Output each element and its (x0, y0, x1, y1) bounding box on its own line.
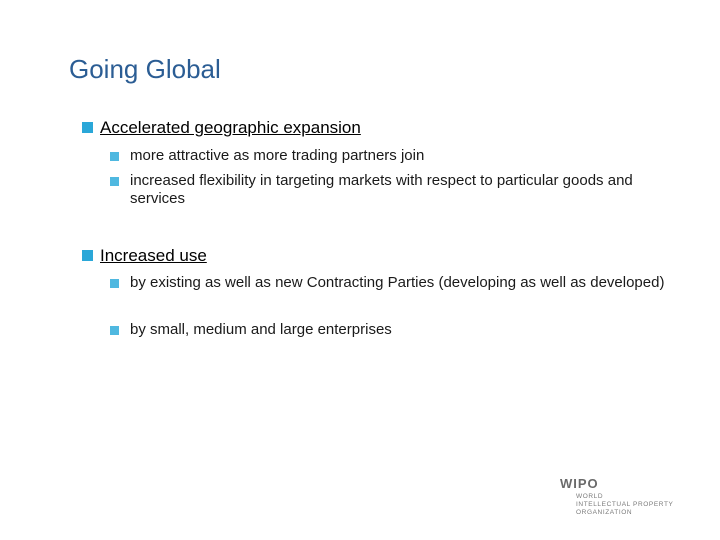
square-bullet-icon (110, 279, 119, 288)
square-bullet-icon (110, 152, 119, 161)
list-item: more attractive as more trading partners join (130, 147, 425, 164)
square-bullet-icon (110, 177, 119, 186)
section-heading: Accelerated geographic expansion (100, 118, 361, 137)
square-bullet-icon (82, 122, 93, 133)
slide-title: Going Global (69, 54, 221, 84)
logo-line-3: ORGANIZATION (576, 509, 633, 516)
list-item: by small, medium and large enterprises (130, 321, 392, 338)
square-bullet-icon (110, 326, 119, 335)
section-heading: Increased use (100, 246, 207, 265)
list-item: increased flexibility in targeting markets with respect to particular goods and services (130, 172, 633, 207)
list-item: by existing as well as new Contracting Parties (developing as well as developed) (130, 274, 665, 291)
square-bullet-icon (82, 250, 93, 261)
logo-line-2: INTELLECTUAL PROPERTY (576, 501, 674, 508)
logo-mark: WIPO (560, 476, 599, 491)
logo-line-1: WORLD (576, 493, 604, 500)
wipo-logo (560, 476, 700, 516)
